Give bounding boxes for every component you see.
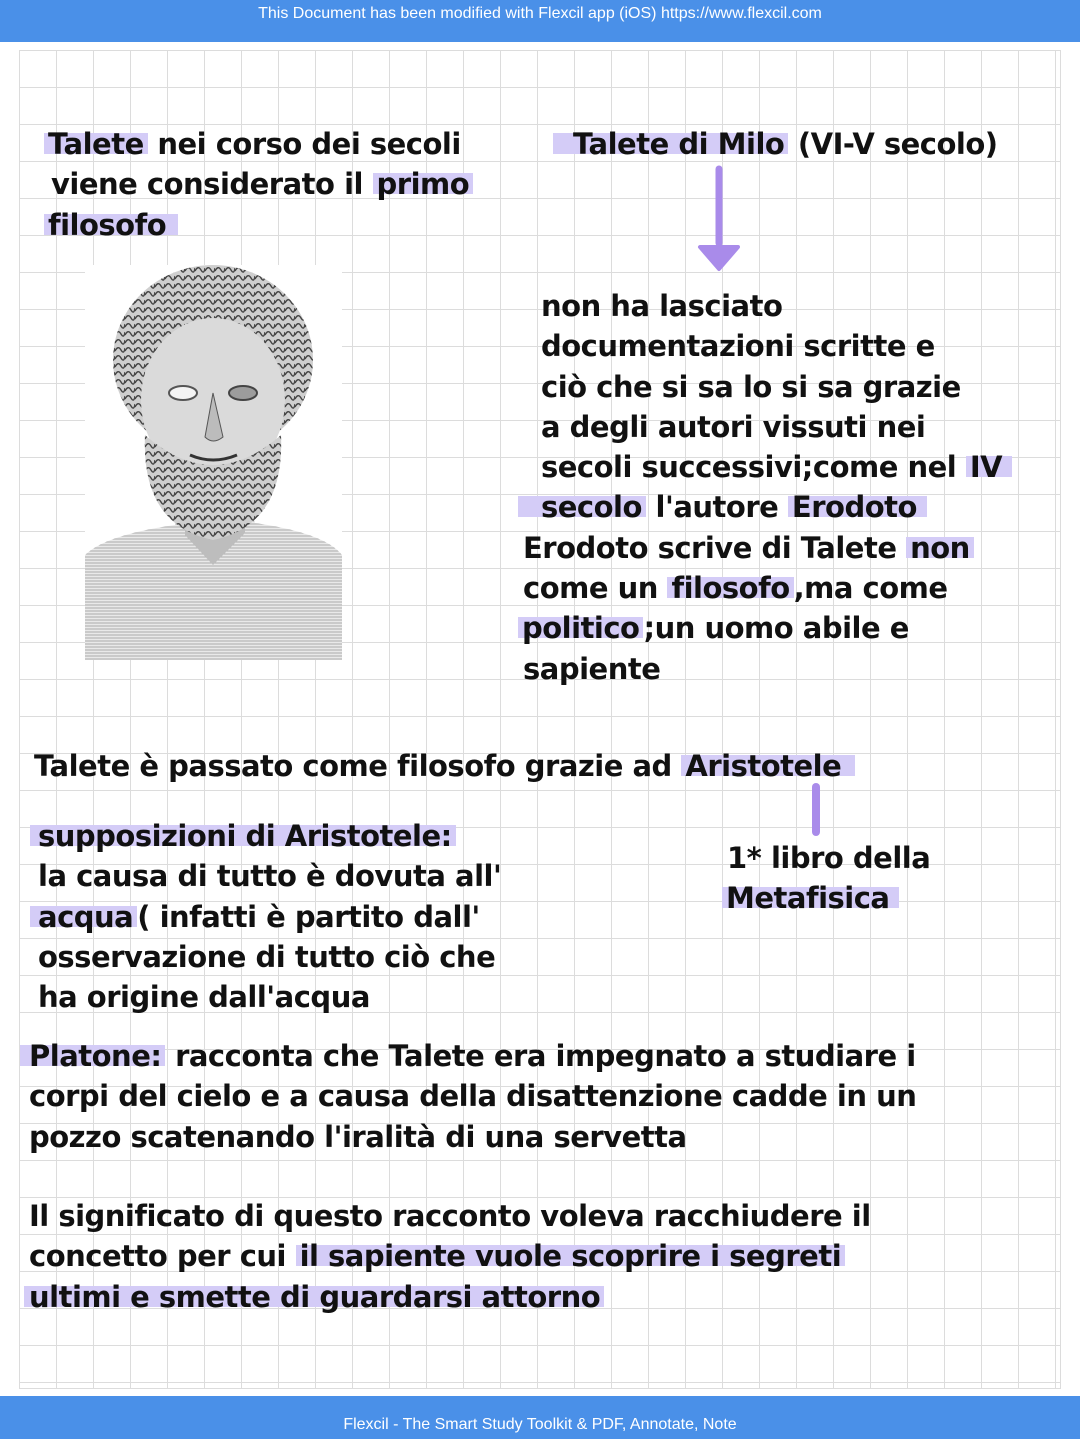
note-suppositions [30, 816, 501, 1017]
note-title [553, 124, 998, 164]
text: concetto per cui [29, 1239, 296, 1274]
note-plato [20, 1036, 916, 1157]
text: viene considerato il [51, 167, 373, 202]
text: Talete è passato come filosofo grazie ad [34, 749, 682, 783]
highlight: Aristotele [681, 749, 855, 783]
note-sources [518, 286, 1012, 689]
highlight: primo [373, 167, 474, 201]
highlight: non [906, 531, 974, 565]
text: (VI-V secolo) [788, 127, 998, 161]
text: pozzo scatenando l'iralità di una servetta [29, 1119, 687, 1154]
top-banner-text: This Document has been modified with Flexcil app (iOS) https://www.flexcil.com [258, 5, 822, 22]
highlight: il sapiente vuole scoprire i segreti [296, 1239, 846, 1273]
highlight: acqua [30, 900, 137, 934]
grid-paper [19, 50, 1061, 1389]
text: a degli autori vissuti nei [541, 409, 926, 444]
text: ha origine dall'acqua [38, 980, 370, 1015]
text: la causa di tutto è dovuta all' [38, 859, 502, 894]
highlight: filosofo [667, 571, 793, 605]
note-metaphysics [722, 838, 930, 919]
highlight: IV [966, 450, 1012, 484]
note-aristotle [34, 746, 855, 786]
highlight: Platone: [20, 1039, 165, 1073]
bottom-banner-text: Flexcil - The Smart Study Toolkit & PDF, Annotate, Note [343, 1416, 737, 1433]
text: ,ma come [793, 571, 948, 606]
text: ciò che si sa lo si sa grazie [541, 369, 961, 404]
highlight: secolo [518, 490, 646, 524]
text: sapiente [523, 651, 661, 686]
highlight: ultimi e smette di guardarsi attorno [24, 1280, 604, 1314]
highlight: Metafisica [722, 881, 899, 915]
text: Erodoto scrive di Talete [523, 530, 907, 565]
text: come un [523, 571, 668, 606]
note-intro [44, 124, 473, 245]
text: corpi del cielo e a causa della disattenzione cadde in un [29, 1079, 917, 1114]
down-arrow-icon [696, 165, 742, 273]
highlight: politico [518, 611, 643, 645]
text: 1* libro della [727, 841, 931, 875]
top-banner [0, 0, 1080, 42]
text: ;un uomo abile e [643, 611, 909, 646]
highlight: Talete di Milo [553, 127, 788, 161]
bottom-banner [0, 1396, 1080, 1439]
thales-bust-image [85, 265, 342, 660]
highlight: Talete [44, 127, 148, 161]
text: secoli successivi;come nel [541, 450, 966, 485]
text: non ha lasciato [541, 289, 783, 323]
text: documentazioni scritte e [541, 329, 935, 364]
text: nei corso dei secoli [147, 127, 461, 161]
note-meaning [24, 1196, 871, 1317]
connector-line-icon [808, 782, 824, 838]
highlight: filosofo [44, 208, 178, 242]
highlight: Erodoto [788, 490, 927, 524]
text: racconta che Talete era impegnato a studiare i [165, 1039, 916, 1073]
text: Il significato di questo racconto voleva racchiudere il [29, 1199, 871, 1233]
text: l'autore [645, 490, 788, 525]
highlight: supposizioni di Aristotele: [30, 819, 456, 853]
text: osservazione di tutto ciò che [38, 939, 496, 974]
text: ( infatti è partito dall' [137, 899, 480, 934]
